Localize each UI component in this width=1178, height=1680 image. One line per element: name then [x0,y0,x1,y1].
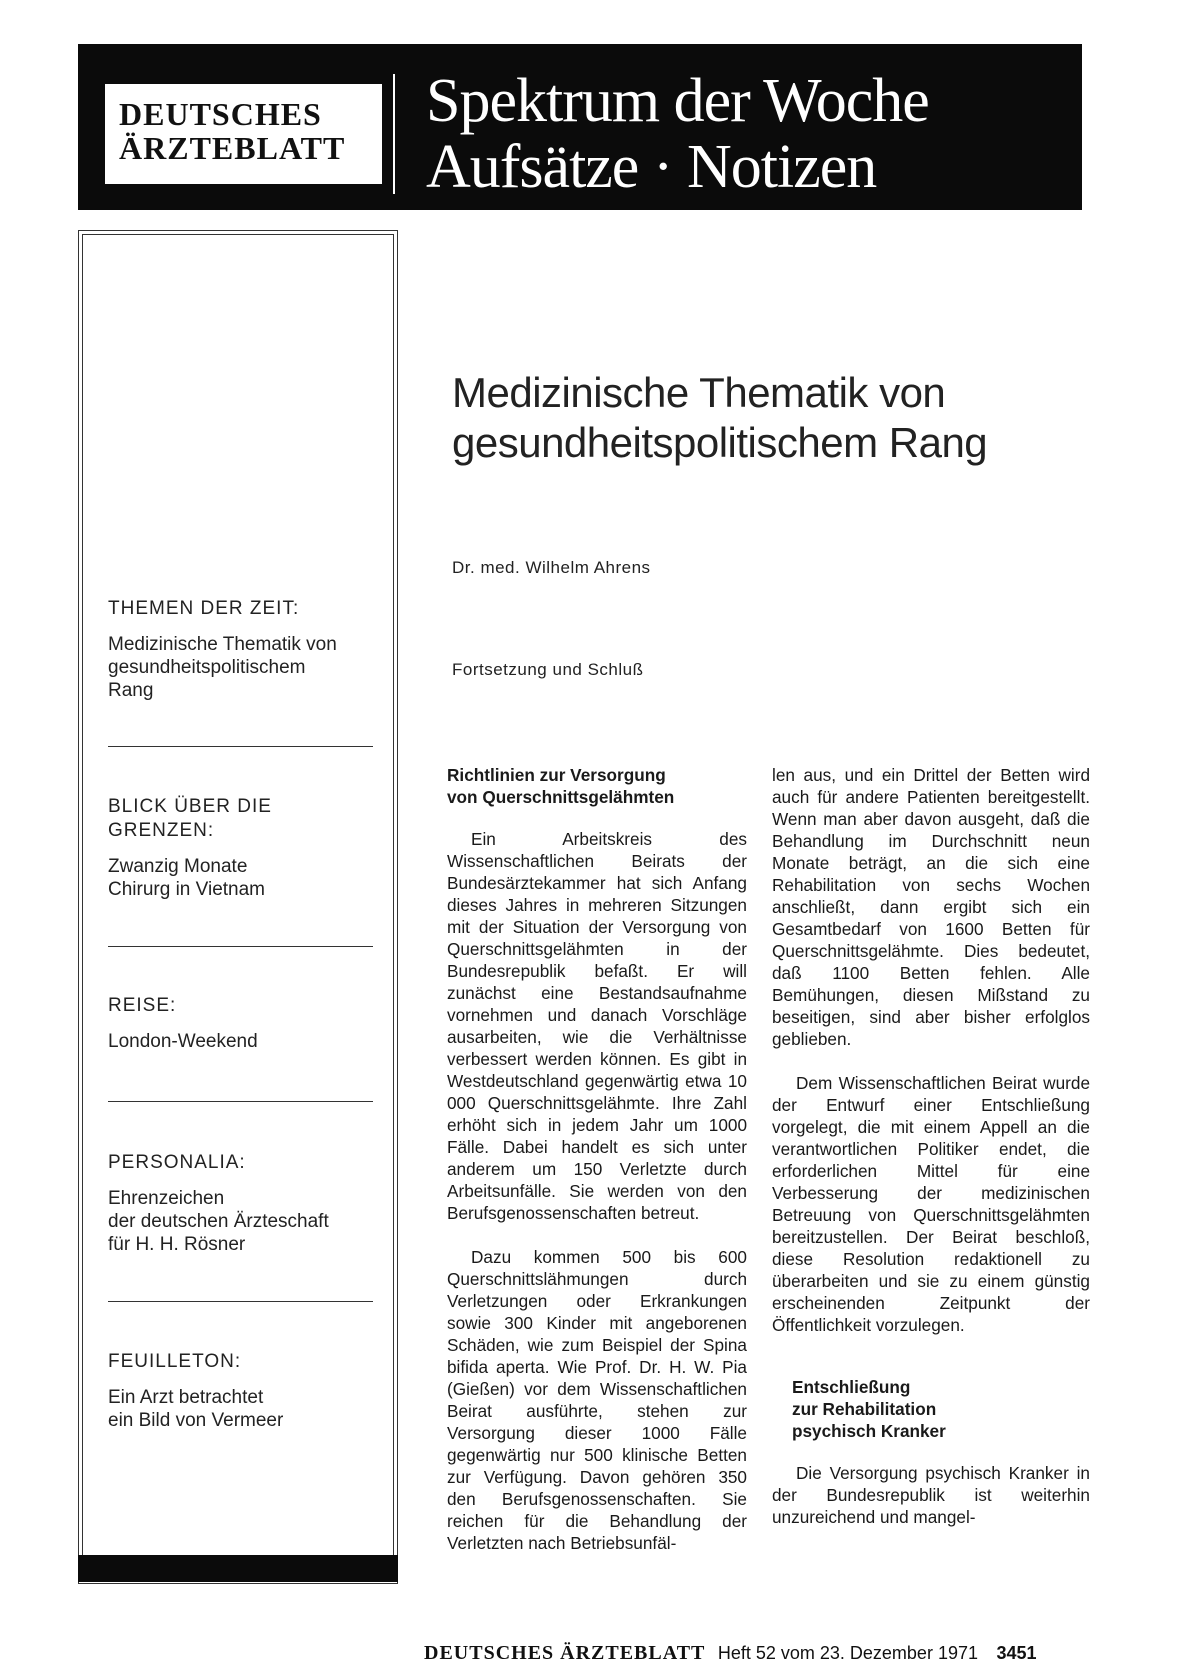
footer-publication: DEUTSCHES ÄRZTEBLATT [424,1642,706,1664]
sidebar-section-feuilleton [108,1350,378,1432]
paragraph: Ein Arbeitskreis des Wissenschaftlichen Beirats der Bundesärztekammer hat sich Anfang dieses Jahres in mehreren Sitzungen mit der Situation der Versorgung von Querschnittsgelähmten in der Bundesrepublik befaßt. Er will zunächst eine Bestandsaufnahme vornehmen und danach Vorschläge ausarbeiten, wie die Verhältnisse verbessert werden können. Es gibt in Westdeutschland gegenwärtig etwa 10 000 Querschnittsgelähmte. Ihre Zahl erhöht sich in jedem Jahr um 1000 Fälle. Dabei handelt es sich unter anderem um 150 Verletzte durch Arbeitsunfälle. Sie werden von den Berufsgenossenschaften betreut. [447,829,747,1223]
sidebar-divider [108,1301,373,1302]
article-title [452,368,1092,468]
sidebar-entry-text[interactable] [108,1187,378,1256]
sidebar-heading: REISE: [108,995,177,1016]
sidebar-entry-line: Medizinische Thematik von [108,634,337,655]
masthead-divider [393,74,395,194]
sidebar-entry-line: der deutschen Ärzteschaft [108,1211,329,1232]
section-title-line-2: Aufsätze · Notizen [426,133,877,201]
sidebar-entry-text[interactable] [108,1030,378,1053]
logo-line-2: ÄRZTEBLATT [119,130,346,166]
sidebar-heading [108,795,378,843]
section-title-line-1: Spektrum der Woche [426,67,929,135]
sidebar-section-reise [108,994,378,1053]
sidebar-entry-line: London-Weekend [108,1031,258,1052]
article-column-1 [447,764,747,1554]
paragraph: Dazu kommen 500 bis 600 Querschnittslähmungen durch Verletzungen oder Erkrankungen sowie 300 Kinder mit angeborenen Schäden, wie zum Beispiel der Spina bifida aperta. Wie Prof. Dr. H. W. Pia (Gießen) vor dem Wissenschaftlichen Beirat ausführte, stehen zur Versorgung dieser 1000 Fälle gegenwärtig nur 500 klinische Betten zur Verfügung. Davon gehören 350 den Berufsgenossenschaften. Sie reichen für die Behandlung der Verletzten nach Betriebsunfäl- [447,1247,747,1553]
sidebar-section-blick [108,795,378,901]
subheading-line: zur Rehabilitation [792,1399,937,1419]
article-title-line-1: Medizinische Thematik von [452,369,946,416]
page-number: 3451 [996,1643,1037,1663]
subheading-line: Entschließung [792,1377,911,1397]
page-footer [424,1642,1084,1665]
article-column-2 [772,764,1090,1528]
sidebar-entry-line: Chirurg in Vietnam [108,879,266,900]
sidebar-divider [108,946,373,947]
sidebar-entry-line: gesundheitspolitischem [108,657,306,678]
sidebar-heading-line: BLICK ÜBER DIE [108,796,272,817]
sidebar-entry-line: für H. H. Rösner [108,1234,246,1255]
sidebar-entry-line: Ehrenzeichen [108,1188,225,1209]
sidebar-heading: PERSONALIA: [108,1152,246,1173]
masthead [78,44,1082,210]
article-title-line-2: gesundheitspolitischem Rang [452,419,988,466]
sidebar-entry-line: Zwanzig Monate [108,856,248,877]
publication-logo [105,84,382,184]
sidebar-divider [108,1101,373,1102]
sidebar-divider [108,746,373,747]
subheading-entschliessung [772,1376,1090,1442]
sidebar-heading-line: GRENZEN: [108,820,215,841]
sidebar-bottom-bar [78,1555,398,1582]
paragraph: len aus, und ein Drittel der Betten wird auch für andere Patienten bereitgestellt. Wenn man aber davon ausgeht, daß die Behandlung im Durchschnitt neun Monate beträgt, an die sich eine Rehabilitation von sechs Wochen anschließt, dann ergibt sich ein Gesamtbedarf von 1600 Betten für Querschnittsgelähmte. Dies bedeutet, daß 1100 Betten fehlen. Alle Bemühungen, diesen Mißstand zu beseitigen, sind aber bisher erfolglos geblieben. [772,765,1090,1049]
continuation-note: Fortsetzung und Schluß [452,660,644,679]
sidebar-entry-line: ein Bild von Vermeer [108,1410,284,1431]
sidebar-entry-line: Ein Arzt betrachtet [108,1387,264,1408]
subheading-line: Richtlinien zur Versorgung [447,765,666,785]
subheading-line: psychisch Kranker [792,1421,946,1441]
logo-line-1: DEUTSCHES [119,96,322,132]
paragraph: Die Versorgung psychisch Kranker in der Bundesrepublik ist weiterhin unzureichend und mangel- [772,1463,1090,1527]
paragraph: Dem Wissenschaftlichen Beirat wurde der Entwurf einer Entschließung vorgelegt, die mit einem Appell an die verantwortlichen Politiker endet, die erforderlichen Mittel für eine Verbesserung der medizinischen Betreuung von Querschnittsgelähmten bereitzustellen. Der Beirat beschloß, diese Resolution redaktionell zu überarbeiten und sie zu einem günstig erscheinenden Zeitpunkt der Öffentlichkeit vorzulegen. [772,1073,1090,1335]
sidebar-heading: FEUILLETON: [108,1351,242,1372]
sidebar-entry-text[interactable] [108,633,378,702]
sidebar-entry-line: Rang [108,680,154,701]
article-author: Dr. med. Wilhelm Ahrens [452,558,651,577]
sidebar-entry-text[interactable] [108,1386,378,1432]
subheading-richtlinien [447,764,747,808]
footer-issue: Heft 52 vom 23. Dezember 1971 [717,1643,978,1663]
sidebar-heading: THEMEN DER ZEIT: [108,598,300,619]
section-title [426,68,929,200]
sidebar-section-themen [108,597,378,702]
sidebar-section-personalia [108,1151,378,1256]
subheading-line: von Querschnittsgelähmten [447,787,675,807]
sidebar-entry-text[interactable] [108,855,378,901]
